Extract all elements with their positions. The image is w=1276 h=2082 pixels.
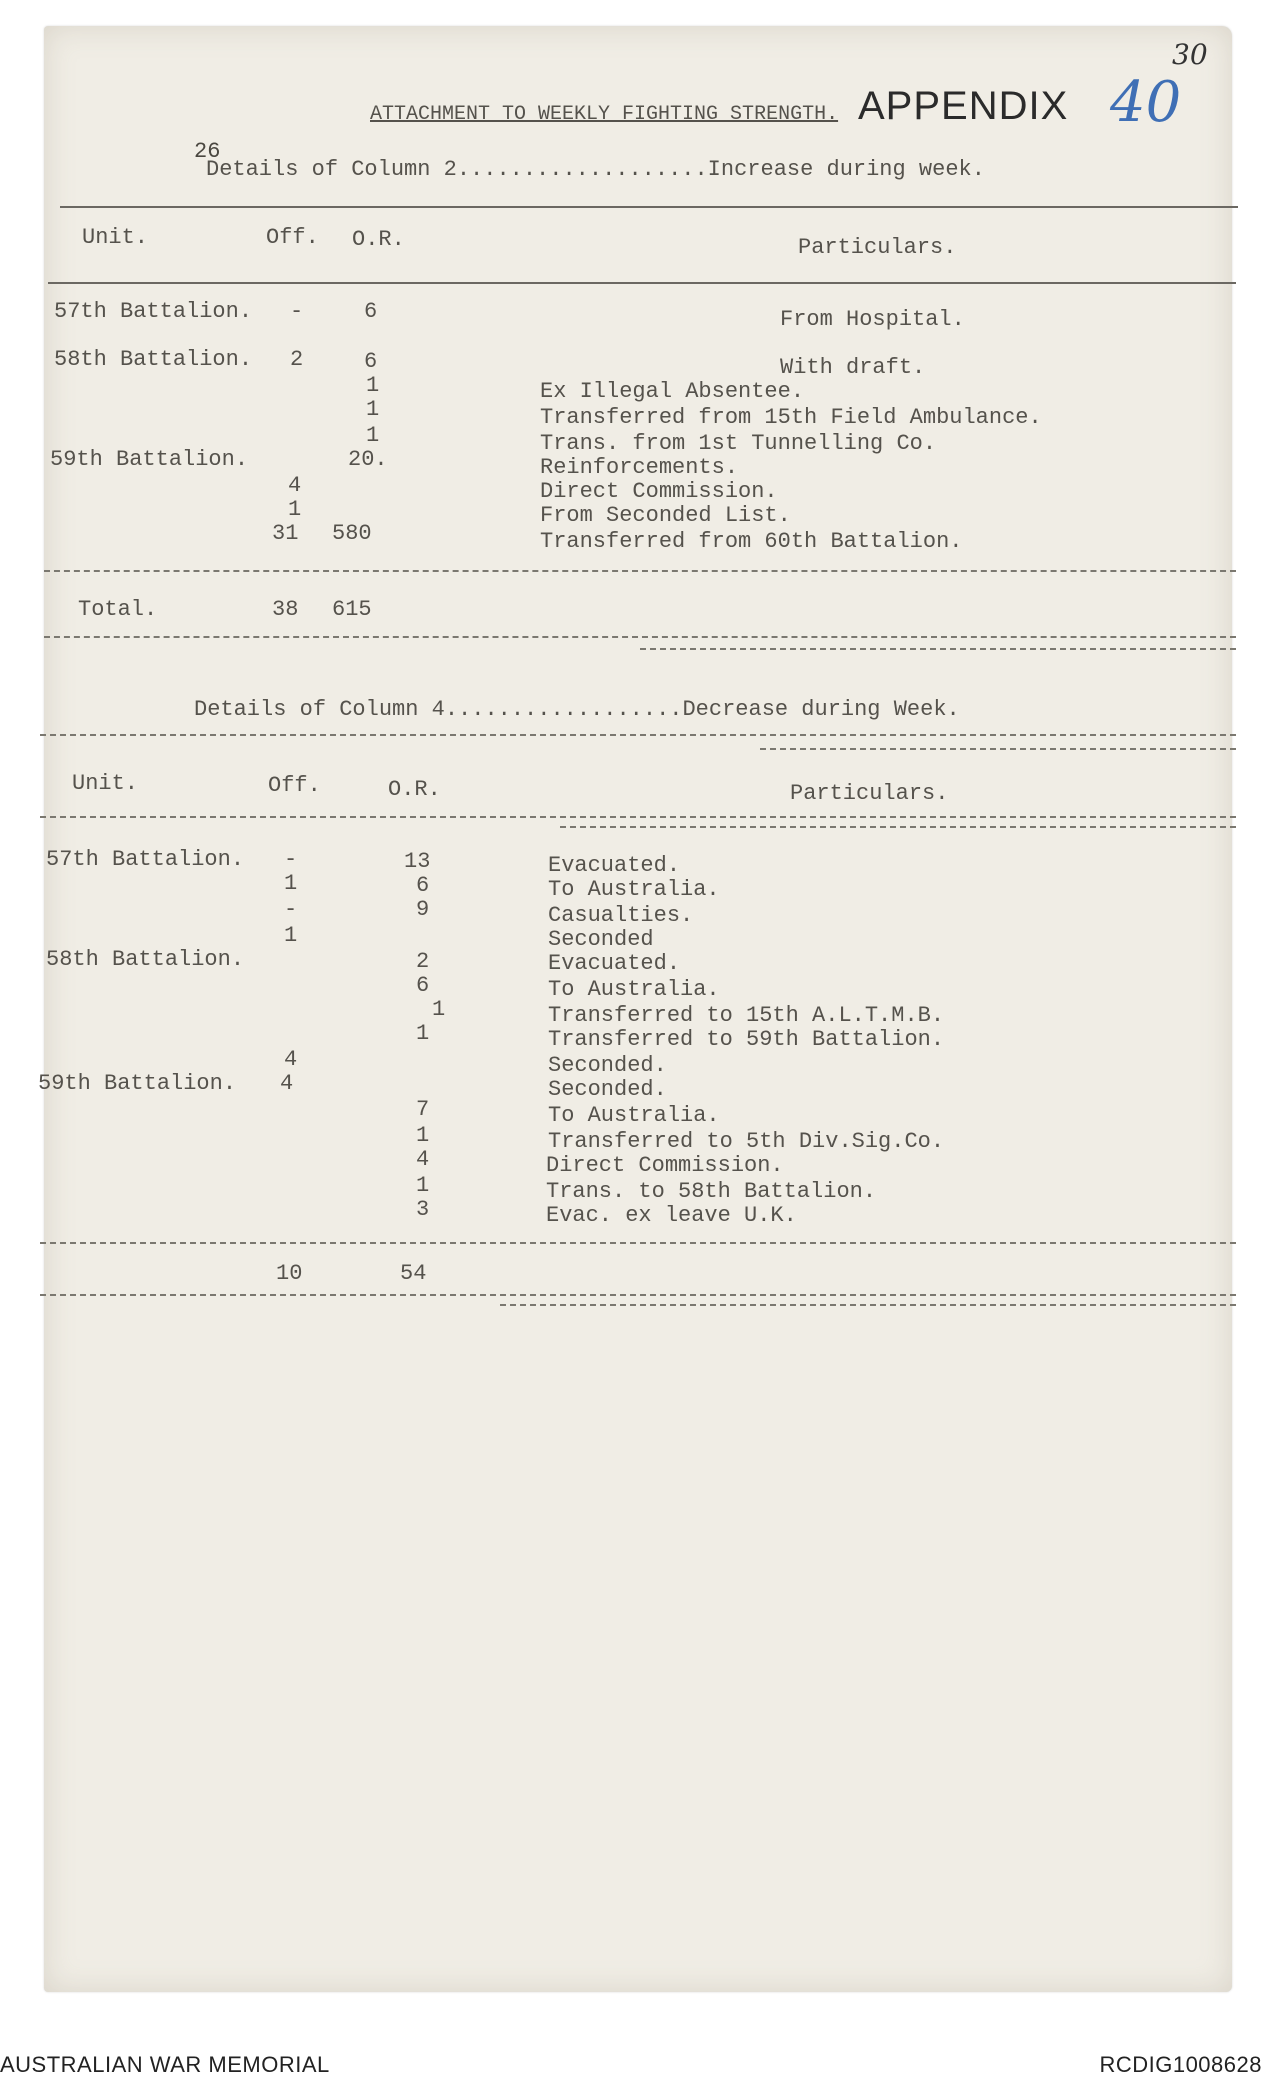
- column-header-unit: Unit.: [82, 225, 149, 250]
- column-header-off: Off.: [268, 773, 321, 798]
- appendix-number: 40: [1110, 70, 1182, 135]
- off-cell: 31: [272, 521, 299, 546]
- column-header-particulars: Particulars.: [798, 235, 957, 260]
- or-cell: 1: [366, 423, 380, 448]
- page-number: 26: [194, 139, 221, 164]
- appendix-stamp: APPENDIX: [858, 84, 1069, 128]
- divider: [40, 1294, 1236, 1296]
- or-cell: 6: [364, 299, 378, 324]
- unit-cell: 57th Battalion.: [46, 847, 245, 872]
- unit-cell: 59th Battalion.: [50, 447, 249, 472]
- or-cell: 4: [416, 1147, 430, 1172]
- particulars-cell: To Australia.: [548, 877, 720, 902]
- particulars-cell: Direct Commission.: [546, 1153, 784, 1178]
- divider: [48, 282, 1236, 284]
- total-label: Total.: [78, 597, 158, 622]
- divider: [640, 648, 1236, 650]
- particulars-cell: Trans. from 1st Tunnelling Co.: [540, 431, 937, 456]
- decrease-heading: Details of Column 4..................Decrease during Week.: [194, 697, 960, 722]
- particulars-cell: Ex Illegal Absentee.: [540, 379, 805, 404]
- particulars-cell: Transferred to 5th Div.Sig.Co.: [548, 1129, 945, 1154]
- divider: [40, 1242, 1236, 1244]
- particulars-cell: Evacuated.: [548, 951, 681, 976]
- column-header-unit: Unit.: [72, 771, 139, 796]
- unit-cell: 57th Battalion.: [54, 299, 253, 324]
- unit-cell: 59th Battalion.: [38, 1071, 237, 1096]
- off-cell: 2: [290, 347, 304, 372]
- total-off: 10: [276, 1261, 303, 1286]
- increase-heading: Details of Column 2...................Increase during week.: [206, 157, 985, 182]
- particulars-cell: From Hospital.: [780, 307, 965, 332]
- divider: [60, 206, 1238, 208]
- column-header-or: O.R.: [388, 777, 441, 802]
- or-cell: 20.: [348, 447, 388, 472]
- record-id: RCDIG1008628: [1099, 2052, 1262, 2077]
- or-cell: 580: [332, 521, 372, 546]
- or-cell: 6: [416, 973, 430, 998]
- particulars-cell: Transferred to 59th Battalion.: [548, 1027, 945, 1052]
- particulars-cell: Seconded: [548, 927, 654, 952]
- column-header-off: Off.: [266, 225, 319, 250]
- document-title: ATTACHMENT TO WEEKLY FIGHTING STRENGTH.: [370, 103, 839, 126]
- divider: [44, 570, 1236, 572]
- particulars-cell: With draft.: [780, 355, 926, 380]
- total-or: 615: [332, 597, 372, 622]
- particulars-cell: Seconded.: [548, 1077, 667, 1102]
- archive-credit: AUSTRALIAN WAR MEMORIAL: [0, 2052, 330, 2077]
- divider: [40, 816, 1236, 818]
- or-cell: 1: [416, 1123, 430, 1148]
- particulars-cell: Transferred from 60th Battalion.: [540, 529, 963, 554]
- or-cell: 1: [416, 1173, 430, 1198]
- off-cell: 1: [288, 497, 302, 522]
- or-cell: 6: [364, 349, 378, 374]
- or-cell: 13: [404, 849, 431, 874]
- or-cell: 1: [366, 373, 380, 398]
- off-cell: -: [284, 847, 298, 872]
- off-cell: -: [290, 299, 304, 324]
- or-cell: 7: [416, 1097, 430, 1122]
- particulars-cell: Direct Commission.: [540, 479, 778, 504]
- or-cell: 1: [432, 997, 446, 1022]
- divider: [760, 748, 1236, 750]
- particulars-cell: Transferred to 15th A.L.T.M.B.: [548, 1003, 945, 1028]
- or-cell: 2: [416, 949, 430, 974]
- divider: [44, 636, 1236, 638]
- particulars-cell: Trans. to 58th Battalion.: [546, 1179, 877, 1204]
- total-or: 54: [400, 1261, 427, 1286]
- divider: [40, 734, 1236, 736]
- unit-cell: 58th Battalion.: [46, 947, 245, 972]
- column-header-or: O.R.: [352, 227, 405, 252]
- particulars-cell: Transferred from 15th Field Ambulance.: [540, 405, 1042, 430]
- or-cell: 3: [416, 1197, 430, 1222]
- total-off: 38: [272, 597, 299, 622]
- or-cell: 1: [416, 1021, 430, 1046]
- or-cell: 6: [416, 873, 430, 898]
- particulars-cell: To Australia.: [548, 977, 720, 1002]
- particulars-cell: To Australia.: [548, 1103, 720, 1128]
- or-cell: 1: [366, 397, 380, 422]
- particulars-cell: Casualties.: [548, 903, 694, 928]
- off-cell: 1: [284, 871, 298, 896]
- off-cell: 4: [288, 473, 302, 498]
- particulars-cell: From Seconded List.: [540, 503, 791, 528]
- particulars-cell: Reinforcements.: [540, 455, 739, 480]
- particulars-cell: Evacuated.: [548, 853, 681, 878]
- divider: [560, 826, 1236, 828]
- unit-cell: 58th Battalion.: [54, 347, 253, 372]
- off-cell: 1: [284, 923, 298, 948]
- folio-number: 30: [1172, 38, 1208, 71]
- column-header-particulars: Particulars.: [790, 781, 949, 806]
- off-cell: 4: [284, 1047, 298, 1072]
- particulars-cell: Evac. ex leave U.K.: [546, 1203, 797, 1228]
- off-cell: -: [284, 897, 298, 922]
- or-cell: 9: [416, 897, 430, 922]
- divider: [500, 1304, 1236, 1306]
- particulars-cell: Seconded.: [548, 1053, 667, 1078]
- off-cell: 4: [280, 1071, 294, 1096]
